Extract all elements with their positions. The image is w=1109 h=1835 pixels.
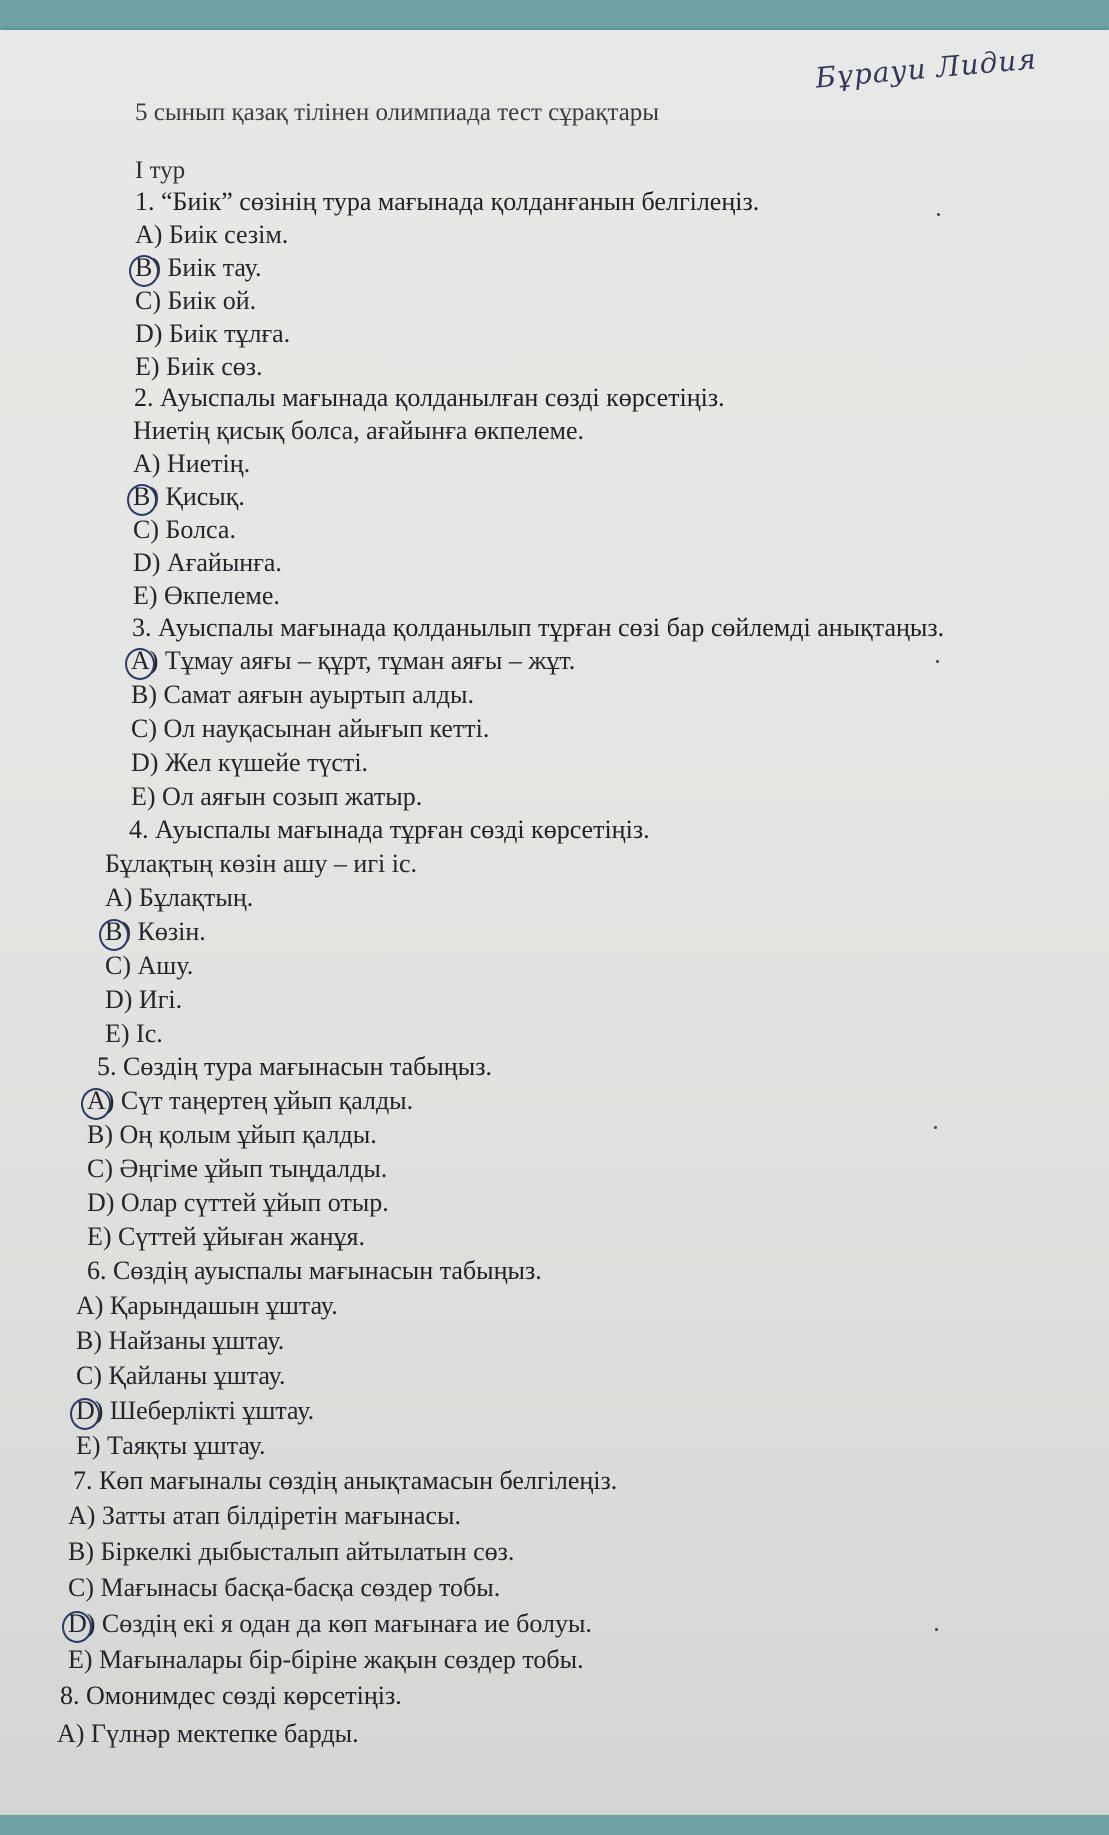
answer-option: C) Болса. xyxy=(133,515,236,544)
round-heading: I тур xyxy=(135,157,186,184)
answer-option: C) Биік ой. xyxy=(135,286,257,315)
question-2: 2. Ауыспалы мағынада қолданылған сөзді көрсетіңіз. xyxy=(134,383,725,412)
answer-option: D) Олар сүттей ұйып отыр. xyxy=(87,1188,389,1217)
answer-option: C) Ол науқасынан айығып кетті. xyxy=(131,714,490,743)
selected-answer-circle xyxy=(62,1611,92,1643)
paper-speck xyxy=(934,1126,937,1129)
answer-option: C) Ашу. xyxy=(105,951,194,980)
answer-option: E) Биік сөз. xyxy=(135,352,263,381)
question-5: 5. Сөздің тура мағынасын табыңыз. xyxy=(97,1052,492,1081)
answer-option: E) Ол аяғын созып жатыр. xyxy=(131,782,423,811)
selected-answer-circle xyxy=(129,255,159,287)
selected-answer-circle xyxy=(81,1088,111,1120)
selected-answer-circle xyxy=(125,648,155,680)
question-1: 1. “Биік” сөзінің тура мағынада қолданғанын белгілеңіз. xyxy=(135,187,760,216)
answer-option: B) Қисық. xyxy=(133,482,245,511)
paper-speck xyxy=(937,213,940,216)
answer-option: B) Биік тау. xyxy=(135,253,262,282)
answer-option: B) Самат аяғын ауыртып алды. xyxy=(131,680,474,709)
answer-option: E) Таяқты ұштау. xyxy=(76,1431,266,1460)
answer-option: A) Гүлнәр мектепке барды. xyxy=(57,1719,359,1748)
answer-option: A) Бұлақтың. xyxy=(105,883,254,912)
answer-option: D) Шеберлікті ұштау. xyxy=(76,1396,315,1425)
answer-option: A) Затты атап білдіретін мағынасы. xyxy=(68,1501,462,1530)
answer-option: E) Іс. xyxy=(105,1019,163,1048)
answer-option: B) Біркелкі дыбысталып айтылатын сөз. xyxy=(68,1537,515,1566)
handwritten-signature: Бұрауи Лидия xyxy=(813,42,1039,95)
answer-option: D) Ағайынға. xyxy=(133,548,282,577)
answer-option: E) Өкпелеме. xyxy=(133,581,280,610)
answer-option: E) Сүттей ұйыған жанұя. xyxy=(87,1222,365,1251)
question-8: 8. Омонимдес сөзді көрсетіңіз. xyxy=(60,1681,402,1710)
answer-option: E) Мағыналары бір-біріне жақын сөздер тобы. xyxy=(68,1645,584,1674)
answer-option: A) Сүт таңертең ұйып қалды. xyxy=(87,1086,414,1115)
table-surface xyxy=(0,1815,1109,1835)
selected-answer-circle xyxy=(99,919,129,951)
answer-option: B) Оң қолым ұйып қалды. xyxy=(87,1120,377,1149)
paper-speck xyxy=(935,1628,938,1631)
question-3: 3. Ауыспалы мағынада қолданылып тұрған сөзі бар сөйлемді анықтаңыз. xyxy=(132,613,945,642)
question-sentence: Ниетің қисық болса, ағайынға өкпелеме. xyxy=(133,416,585,445)
answer-option: A) Ниетің. xyxy=(133,449,251,478)
answer-option: D) Сөздің екі я одан да көп мағынаға ие болуы. xyxy=(68,1609,592,1638)
page-title: 5 сынып қазақ тілінен олимпиада тест сұрақтары xyxy=(135,99,660,126)
question-sentence: Бұлақтың көзін ашу – игі іс. xyxy=(105,849,417,878)
answer-option: D) Биік тұлға. xyxy=(135,319,291,348)
answer-option: B) Найзаны ұштау. xyxy=(76,1326,285,1355)
answer-option: D) Жел күшейе түсті. xyxy=(131,748,369,777)
answer-option: D) Игі. xyxy=(105,985,183,1014)
selected-answer-circle xyxy=(70,1398,100,1430)
answer-option: B) Көзін. xyxy=(105,917,206,946)
answer-option: A) Қарындашын ұштау. xyxy=(76,1291,338,1320)
answer-option: C) Қайланы ұштау. xyxy=(76,1361,286,1390)
answer-option: C) Әңгіме ұйып тыңдалды. xyxy=(87,1154,388,1183)
selected-answer-circle xyxy=(127,484,157,516)
answer-option: C) Мағынасы басқа-басқа сөздер тобы. xyxy=(68,1573,501,1602)
question-6: 6. Сөздің ауыспалы мағынасын табыңыз. xyxy=(87,1256,542,1285)
answer-option: A) Тұмау аяғы – құрт, тұман аяғы – жұт. xyxy=(131,646,576,675)
answer-option: A) Биік сезім. xyxy=(135,220,289,249)
paper-speck xyxy=(936,660,939,663)
question-4: 4. Ауыспалы мағынада тұрған сөзді көрсетіңіз. xyxy=(129,815,650,844)
question-7: 7. Көп мағыналы сөздің анықтамасын белгілеңіз. xyxy=(73,1466,618,1495)
